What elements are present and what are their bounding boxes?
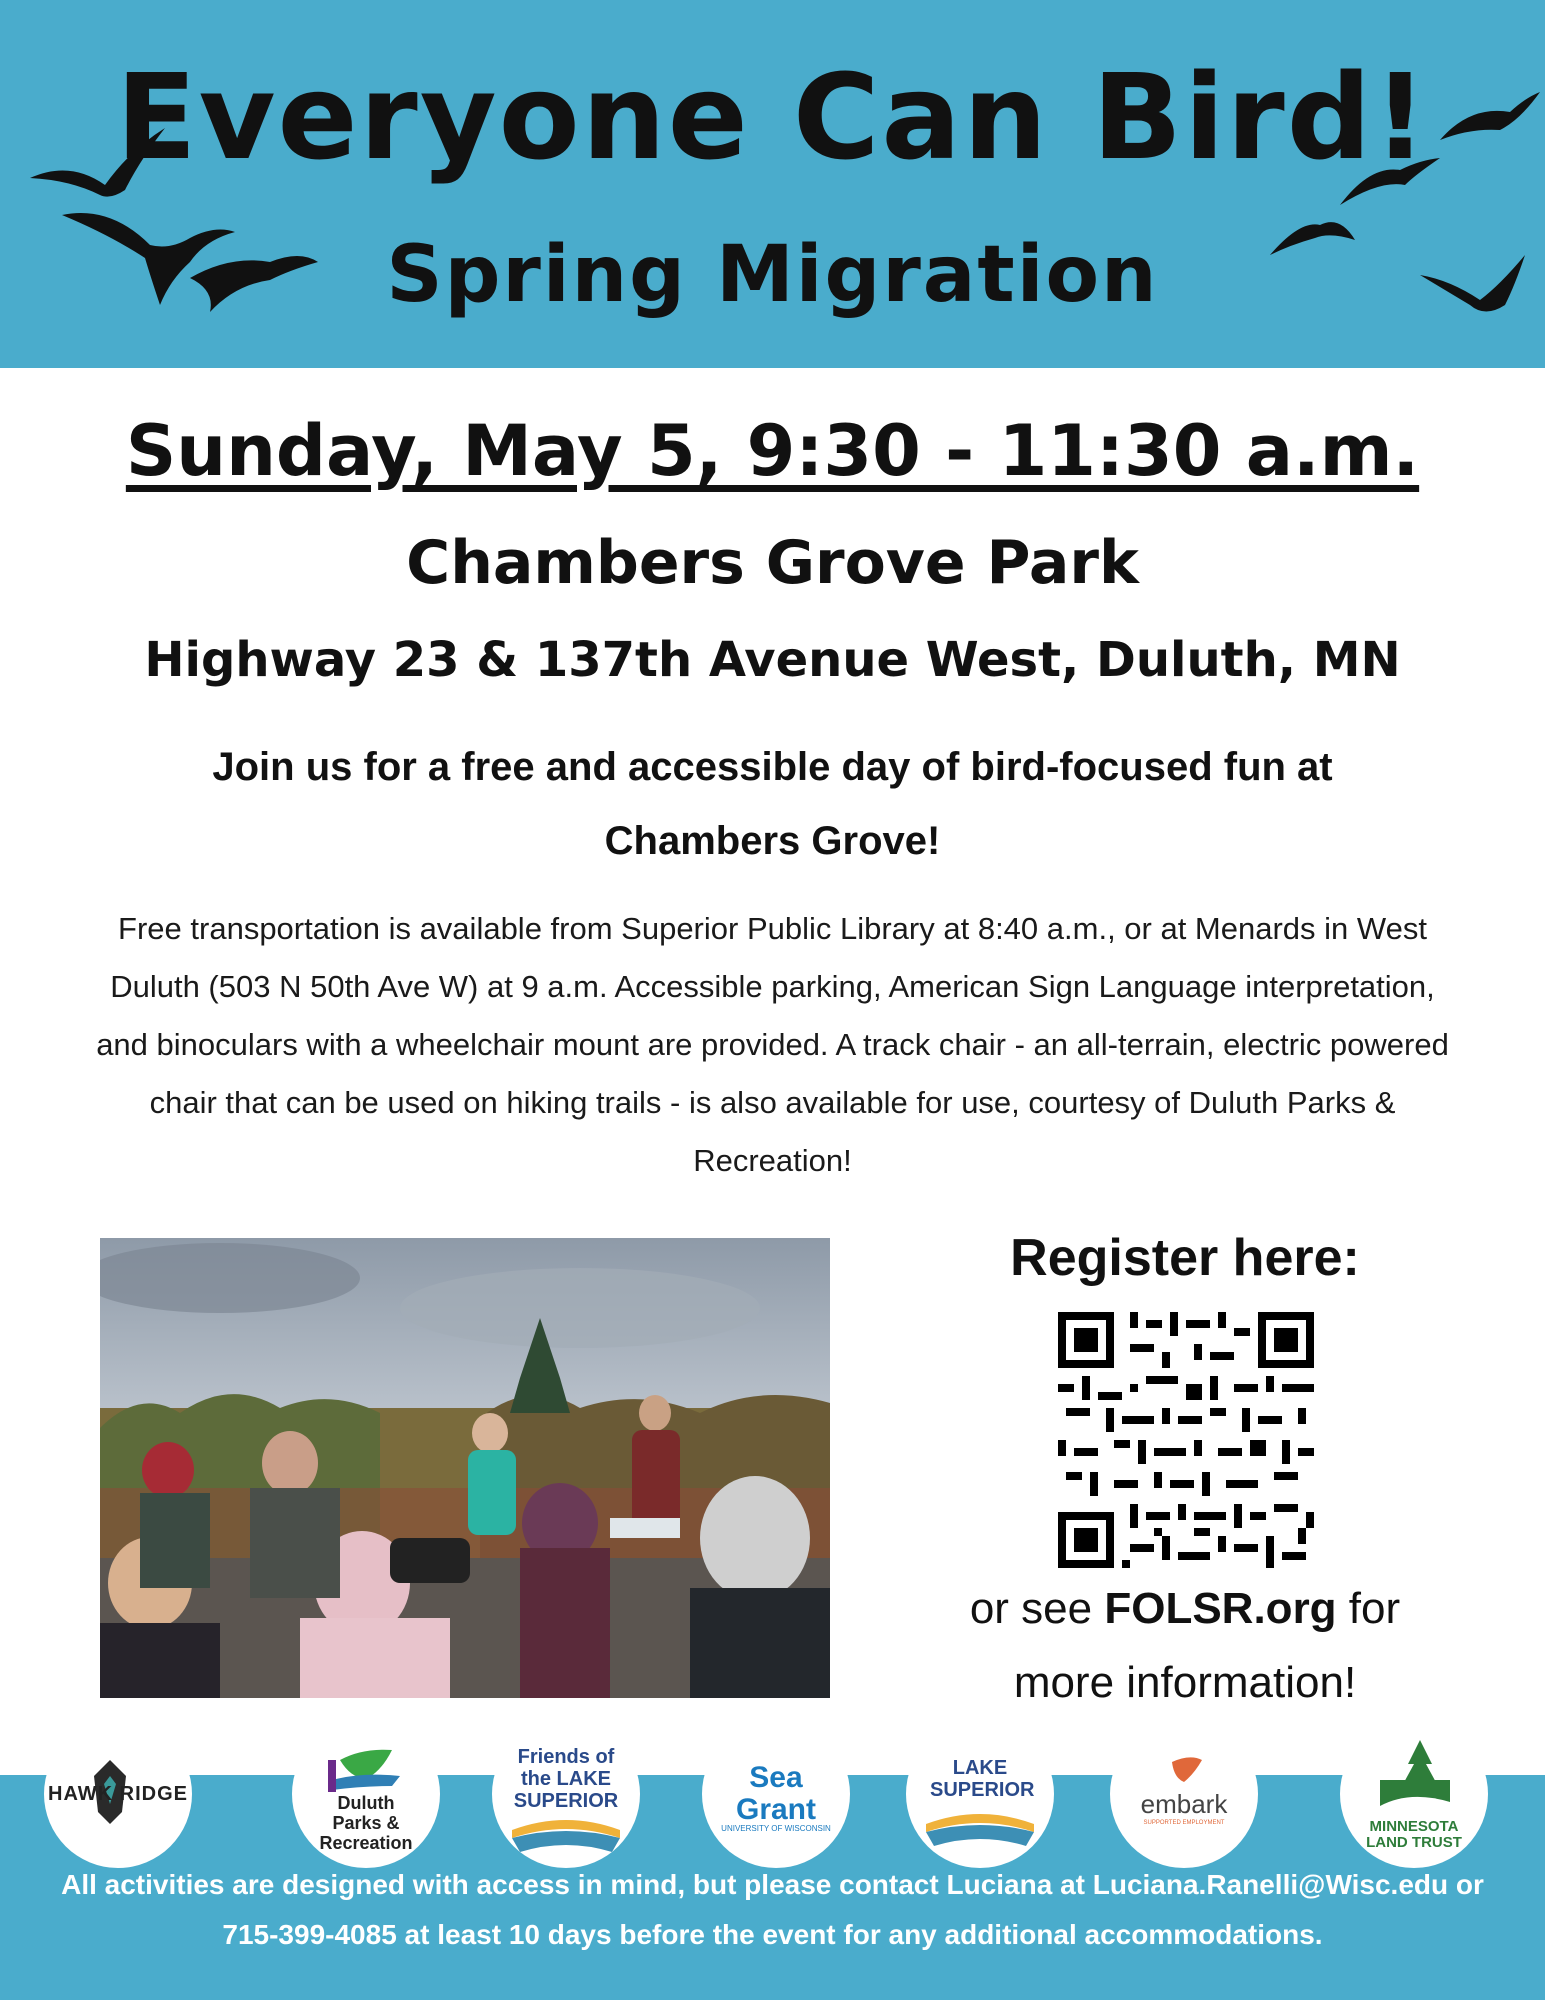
lake-superior-reserve-logo xyxy=(906,1720,1054,1868)
page-subtitle: Spring Migration xyxy=(386,230,1159,320)
mn-land-trust-logo xyxy=(1340,1720,1488,1868)
embark-logo xyxy=(1110,1720,1258,1868)
details-text: Free transportation is available from Superior Public Library at 8:40 a.m., or at Menards in West Duluth (503 N 50th Ave W) at 9 a.m. Accessible parking, American Sign Language interpretation, and binoculars with a wheelchair mount are provided. A track chair - an all-terrain, electric powered chair that can be used on hiking trails - is also available for use, courtesy of Duluth Parks & Recreation! xyxy=(96,911,1449,1178)
or-see-text: or see xyxy=(969,1584,1093,1633)
register-heading: Register here: xyxy=(1010,1229,1360,1287)
qr-code-icon[interactable] xyxy=(1058,1312,1314,1568)
more-info xyxy=(940,1572,1430,1720)
lake-superior-reserve-text: LAKE SUPERIOR xyxy=(930,1757,1035,1801)
embark-text: embark xyxy=(1140,1788,1228,1819)
mn-land-trust-text: MINNESOTA LAND TRUST xyxy=(1366,1818,1462,1851)
friends-lake-superior-text: Friends of the LAKE SUPERIOR xyxy=(513,1746,619,1812)
duluth-parks-text: Duluth Parks & Recreation xyxy=(319,1793,413,1853)
friends-lake-superior-logo xyxy=(492,1720,640,1868)
birding-group-photo xyxy=(100,1238,830,1698)
duluth-parks-logo xyxy=(292,1720,440,1868)
accessibility-note: All activities are designed with access in mind, but please contact Luciana at Luciana.Ranelli@Wisc.edu or 715-399-4085 at least 10 days before the event for any additional accommodations. xyxy=(61,1869,1484,1950)
sea-grant-logo xyxy=(702,1720,850,1868)
for-text: for xyxy=(1348,1584,1401,1633)
hawk-ridge-text: HAWK RIDGE xyxy=(48,1782,188,1805)
event-address: Highway 23 & 137th Avenue West, Duluth, MN xyxy=(144,632,1401,688)
event-datetime: Sunday, May 5, 9:30 - 11:30 a.m. xyxy=(125,410,1420,492)
page-title: Everyone Can Bird! xyxy=(115,48,1430,186)
embark-sub: SUPPORTED EMPLOYMENT xyxy=(1143,1820,1225,1826)
event-location: Chambers Grove Park xyxy=(406,528,1139,598)
website-link[interactable]: FOLSR.org xyxy=(1104,1584,1337,1633)
invite-text: Join us for a free and accessible day of bird-focused fun at Chambers Grove! xyxy=(212,745,1333,863)
sea-grant-text: Sea Grant xyxy=(735,1761,816,1826)
more-info-text: more information! xyxy=(1013,1658,1357,1707)
sea-grant-sub: UNIVERSITY OF WISCONSIN xyxy=(721,1824,831,1833)
hawk-ridge-logo xyxy=(44,1720,192,1868)
